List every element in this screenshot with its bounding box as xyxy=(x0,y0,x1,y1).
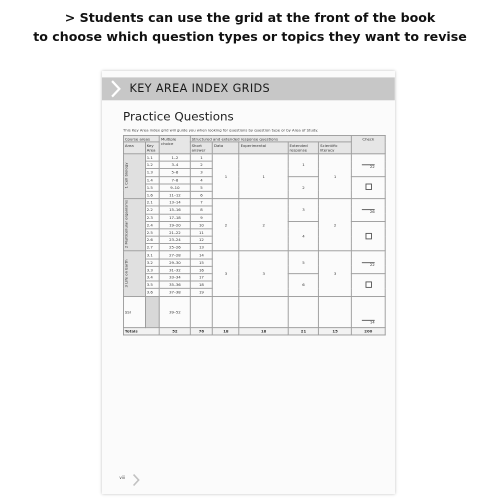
multiple-choice-cell: 17–18 xyxy=(160,214,191,221)
multiple-choice-cell: 7–8 xyxy=(160,176,191,183)
page-number: viii xyxy=(119,476,126,481)
experimental-cell: 1 xyxy=(239,154,288,199)
key-area-cell: 1.6 xyxy=(145,191,159,198)
totals-experimental-cell: 18 xyxy=(239,327,288,334)
totals-data-cell: 18 xyxy=(213,327,240,334)
section-title: Practice Questions xyxy=(123,110,234,125)
empty-cell xyxy=(288,296,319,327)
multiple-choice-cell: 27–28 xyxy=(160,251,191,258)
short-answer-cell: 1 xyxy=(190,154,212,161)
check-total: 22 xyxy=(369,261,375,267)
totals-extended-cell: 21 xyxy=(288,327,319,334)
table-row-ssi xyxy=(124,296,386,327)
header-data: Data xyxy=(213,142,240,154)
check-fraction xyxy=(362,205,375,214)
key-area-index-grid xyxy=(123,135,386,335)
multiple-choice-cell: 23–24 xyxy=(160,236,191,243)
check-fraction xyxy=(362,160,375,169)
short-answer-cell: 10 xyxy=(190,221,212,228)
short-answer-cell: 4 xyxy=(190,176,212,183)
multiple-choice-cell: 15–16 xyxy=(160,206,191,213)
multiple-choice-cell: 13–14 xyxy=(160,199,191,206)
header-course-areas: Course areas xyxy=(124,136,160,142)
data-cell: 3 xyxy=(213,251,240,296)
extended-response-cell: 6 xyxy=(288,274,319,296)
ssi-label-cell: SSI xyxy=(124,296,146,327)
multiple-choice-cell: 35–36 xyxy=(160,281,191,288)
chevron-right-icon xyxy=(110,80,121,97)
short-answer-cell: 12 xyxy=(190,236,212,243)
table-row xyxy=(124,251,386,258)
multiple-choice-cell: 9–10 xyxy=(160,184,191,191)
empty-cell xyxy=(190,296,212,327)
check-box-cell xyxy=(351,274,385,296)
multiple-choice-cell: 33–34 xyxy=(160,274,191,281)
multiple-choice-cell: 19–20 xyxy=(160,221,191,228)
totals-check-cell: 200 xyxy=(351,327,385,334)
key-area-cell: 3.4 xyxy=(145,274,159,281)
area-label-cell xyxy=(124,199,146,251)
table-row xyxy=(124,154,386,161)
area-label-cell xyxy=(124,154,146,199)
extended-response-cell: 4 xyxy=(288,221,319,251)
check-total-cell xyxy=(351,154,385,176)
key-area-cell: 2.3 xyxy=(145,214,159,221)
caption-line-1: > Students can use the grid at the front of the book xyxy=(64,10,436,25)
key-area-cell: 3.5 xyxy=(145,281,159,288)
short-answer-cell: 17 xyxy=(190,274,212,281)
data-cell: 2 xyxy=(213,199,240,251)
check-total: 22 xyxy=(369,164,375,170)
table-row xyxy=(124,199,386,206)
section-banner xyxy=(102,77,395,100)
key-area-cell: 1.4 xyxy=(145,176,159,183)
check-total-cell xyxy=(351,251,385,273)
short-answer-cell: 9 xyxy=(190,214,212,221)
scientific-literacy-cell: 2 xyxy=(319,199,352,251)
header-multiple-choice: Multiple choice xyxy=(160,136,191,154)
caption-line-2: to choose which question types or topics they want to revise xyxy=(33,29,467,44)
area-label: 3 Life on Earth xyxy=(123,259,129,288)
extended-response-cell: 3 xyxy=(288,199,319,221)
data-cell: 1 xyxy=(213,154,240,199)
key-area-cell: 2.1 xyxy=(145,199,159,206)
check-box[interactable] xyxy=(365,184,371,190)
extended-response-cell: 5 xyxy=(288,251,319,273)
intro-text: This Key Area index grid will guide you when looking for questions by question type or by Area of Study. xyxy=(123,127,319,133)
key-area-cell: 1.5 xyxy=(145,184,159,191)
check-fraction xyxy=(362,316,375,325)
short-answer-cell: 19 xyxy=(190,289,212,296)
multiple-choice-cell: 39–52 xyxy=(160,296,191,327)
header-scientific: Scientific literacy xyxy=(319,142,352,154)
check-fraction xyxy=(362,258,375,267)
short-answer-cell: 2 xyxy=(190,161,212,168)
multiple-choice-cell: 37–38 xyxy=(160,289,191,296)
check-box-cell xyxy=(351,221,385,251)
header-short-answer: Short answer xyxy=(190,142,212,154)
extended-response-cell: 2 xyxy=(288,176,319,198)
short-answer-cell: 14 xyxy=(190,251,212,258)
short-answer-cell: 8 xyxy=(190,206,212,213)
multiple-choice-cell: 1–2 xyxy=(160,154,191,161)
key-area-cell: 2.2 xyxy=(145,206,159,213)
check-box[interactable] xyxy=(365,233,371,239)
key-area-cell: 1.3 xyxy=(145,169,159,176)
key-area-cell: 3.6 xyxy=(145,289,159,296)
grid-body xyxy=(124,154,386,335)
promo-caption xyxy=(0,8,500,46)
key-area-cell: 2.4 xyxy=(145,221,159,228)
scientific-literacy-cell: 1 xyxy=(319,154,352,199)
header-experimental: Experimental xyxy=(239,142,288,154)
short-answer-cell: 15 xyxy=(190,259,212,266)
area-label: 1 Cell biology xyxy=(123,162,129,189)
empty-cell xyxy=(319,296,352,327)
short-answer-cell: 7 xyxy=(190,199,212,206)
totals-scientific-cell: 15 xyxy=(319,327,352,334)
multiple-choice-cell: 25–26 xyxy=(160,244,191,251)
multiple-choice-cell: 3–4 xyxy=(160,161,191,168)
header-extended: Extended response xyxy=(288,142,319,154)
short-answer-cell: 11 xyxy=(190,229,212,236)
short-answer-cell: 18 xyxy=(190,281,212,288)
key-area-cell: 1.2 xyxy=(145,161,159,168)
multiple-choice-cell: 31–32 xyxy=(160,266,191,273)
key-area-cell: 2.7 xyxy=(145,244,159,251)
area-label: 2 Multicellular organisms xyxy=(123,200,129,249)
multiple-choice-cell: 11–12 xyxy=(160,191,191,198)
banner-title: KEY AREA INDEX GRIDS xyxy=(129,81,271,95)
check-total: 26 xyxy=(369,209,375,215)
key-area-cell: 1.1 xyxy=(145,154,159,161)
multiple-choice-cell: 5–6 xyxy=(160,169,191,176)
multiple-choice-cell: 21–22 xyxy=(160,229,191,236)
header-area: Area xyxy=(124,142,146,154)
key-area-cell: 2.6 xyxy=(145,236,159,243)
header-check: Check xyxy=(351,136,385,154)
book-page xyxy=(102,71,395,494)
check-box[interactable] xyxy=(365,281,371,287)
multiple-choice-cell: 29–30 xyxy=(160,259,191,266)
short-answer-cell: 3 xyxy=(190,169,212,176)
totals-sa-cell: 76 xyxy=(190,327,212,334)
short-answer-cell: 13 xyxy=(190,244,212,251)
short-answer-cell: 6 xyxy=(190,191,212,198)
key-area-cell: 3.1 xyxy=(145,251,159,258)
empty-cell xyxy=(213,296,240,327)
area-label-cell xyxy=(124,251,146,296)
empty-cell xyxy=(239,296,288,327)
header-key-area: Key Area xyxy=(145,142,159,154)
check-total-cell xyxy=(351,296,385,327)
key-area-cell: 2.5 xyxy=(145,229,159,236)
short-answer-cell: 5 xyxy=(190,184,212,191)
header-structured: Structured and extended response questions xyxy=(190,136,351,142)
extended-response-cell: 1 xyxy=(288,154,319,176)
table-row-totals xyxy=(124,327,386,334)
short-answer-cell: 16 xyxy=(190,266,212,273)
chevron-right-icon xyxy=(132,474,140,487)
experimental-cell: 2 xyxy=(239,199,288,251)
key-area-cell: 3.2 xyxy=(145,259,159,266)
ssi-blank-cell xyxy=(145,296,159,327)
check-total-cell xyxy=(351,199,385,221)
totals-label-cell: Totals xyxy=(124,327,160,334)
check-box-cell xyxy=(351,176,385,198)
totals-mc-cell: 52 xyxy=(160,327,191,334)
experimental-cell: 3 xyxy=(239,251,288,296)
key-area-cell: 3.3 xyxy=(145,266,159,273)
scientific-literacy-cell: 3 xyxy=(319,251,352,296)
check-total: 14 xyxy=(369,319,375,325)
